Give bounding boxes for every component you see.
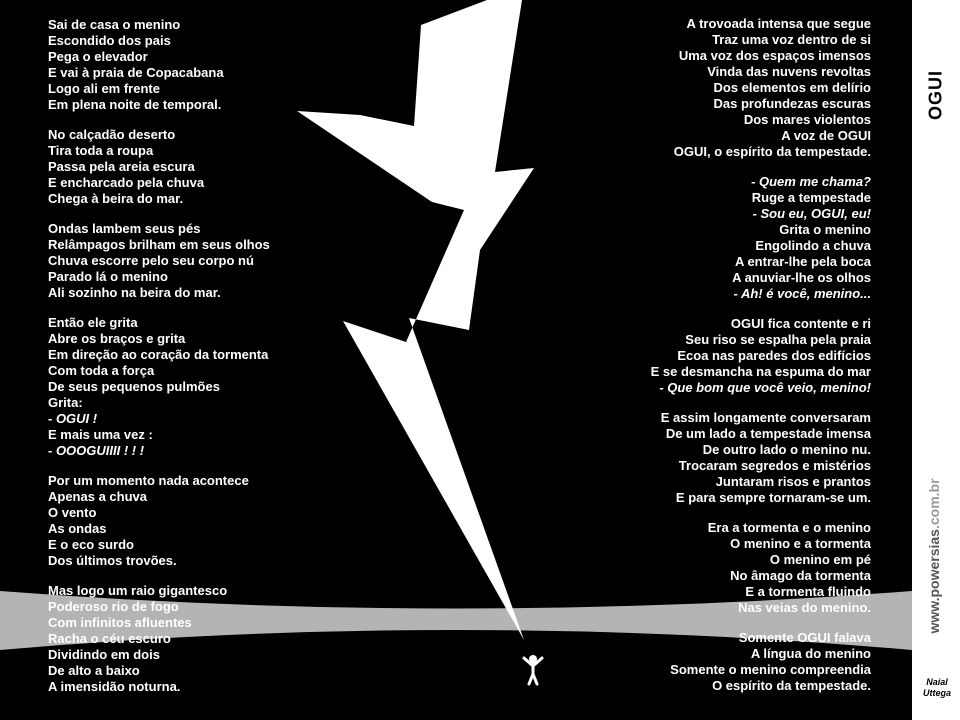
child-figure <box>524 655 542 684</box>
poem-line: Logo ali em frente <box>48 81 160 96</box>
poem-line: Grita o menino <box>779 222 871 237</box>
poem-line: A língua do menino <box>750 646 871 661</box>
poem-title: OGUI <box>925 69 946 121</box>
poem-line: Em plena noite de temporal. <box>48 97 222 112</box>
poem-line: Dos mares violentos <box>743 112 871 127</box>
poem-line: - Sou eu, OGUI, eu! <box>752 206 871 221</box>
poem-line: Juntaram risos e prantos <box>715 474 871 489</box>
poem-line: De alto a baixo <box>48 663 140 678</box>
poem-line: E a tormenta fluindo <box>745 584 871 599</box>
poem-line: O vento <box>48 505 97 520</box>
poem-line: - Que bom que você veio, menino! <box>659 380 871 395</box>
poem-line: Por um momento nada acontece <box>48 473 249 488</box>
poem-line: A voz de OGUI <box>781 128 871 143</box>
poem-line: Uma voz dos espaços imensos <box>678 48 871 63</box>
poem-line: Sai de casa o menino <box>48 17 181 32</box>
poem-line: OGUI, o espírito da tempestade. <box>673 144 871 159</box>
left-stanza <box>48 315 270 459</box>
left-stanza <box>48 221 270 301</box>
poem-line: Com infinitos afluentes <box>48 615 192 630</box>
lightning-bolt <box>297 0 534 640</box>
poem-line: Dos últimos trovões. <box>48 553 177 568</box>
poem-line: Passa pela areia escura <box>48 159 195 174</box>
poem-line: Ruge a tempestade <box>751 190 871 205</box>
poem-left-column <box>48 17 270 709</box>
poem-line: - OGUI ! <box>48 411 98 426</box>
poem-line: Somente OGUI falava <box>738 630 871 645</box>
poem-line: E mais uma vez : <box>48 427 153 442</box>
poem-line: E assim longamente conversaram <box>660 410 871 425</box>
poem-line: A trovoada intensa que segue <box>686 16 871 31</box>
poem-line: Poderoso rio de fogo <box>48 599 179 614</box>
poem-line: Traz uma voz dentro de si <box>712 32 871 47</box>
poem-line: De seus pequenos pulmões <box>48 379 220 394</box>
poem-line: Apenas a chuva <box>48 489 147 504</box>
poem-line: Ali sozinho na beira do mar. <box>48 285 221 300</box>
right-stanza <box>651 520 871 616</box>
poem-line: Em direção ao coração da tormenta <box>48 347 269 362</box>
poem-line: O menino em pé <box>769 552 871 567</box>
poem-line: Ondas lambem seus pés <box>48 221 201 236</box>
poem-line: Escondido dos pais <box>48 33 171 48</box>
poem-line: No calçadão deserto <box>48 127 176 142</box>
author-credit <box>916 677 958 699</box>
poem-right-column <box>651 16 871 708</box>
website-credit[interactable] <box>926 478 942 633</box>
poem-line: E vai à praia de Copacabana <box>48 65 224 80</box>
poem-line: Ecoa nas paredes dos edifícios <box>677 348 871 363</box>
poem-line: Nas veias do menino. <box>738 600 871 615</box>
poem-line: Trocaram segredos e mistérios <box>678 458 871 473</box>
poem-line: Vinda das nuvens revoltas <box>707 64 871 79</box>
author-last-name: Uttega <box>922 688 951 698</box>
website-domain: www.powersias <box>926 529 942 634</box>
poem-line: Racha o céu escuro <box>48 631 171 646</box>
left-stanza <box>48 473 270 569</box>
poem-line: Com toda a força <box>48 363 155 378</box>
right-stanza <box>651 174 871 302</box>
poem-line: Grita: <box>48 395 83 410</box>
poem-line: As ondas <box>48 521 107 536</box>
author-first-name: Naial <box>926 677 948 687</box>
poem-line: A imensidão noturna. <box>48 679 181 694</box>
poem-line: Relâmpagos brilham em seus olhos <box>48 237 270 252</box>
right-stanza <box>651 316 871 396</box>
poem-line: Pega o elevador <box>48 49 148 64</box>
poem-line: E encharcado pela chuva <box>48 175 205 190</box>
poem-line: E o eco surdo <box>48 537 134 552</box>
poem-line: Dos elementos em delírio <box>713 80 871 95</box>
poem-line: A entrar-lhe pela boca <box>734 254 871 269</box>
poem-line: - OOOGUIIII ! ! ! <box>48 443 145 458</box>
poem-line: Seu riso se espalha pela praia <box>685 332 871 347</box>
poem-line: De um lado a tempestade imensa <box>665 426 871 441</box>
poem-line: Abre os braços e grita <box>48 331 186 346</box>
left-stanza <box>48 17 270 113</box>
poem-line: E para sempre tornaram-se um. <box>675 490 871 505</box>
poem-line: No âmago da tormenta <box>730 568 871 583</box>
left-stanza <box>48 583 270 695</box>
poem-line: Somente o menino compreendia <box>670 662 871 677</box>
poem-line: Mas logo um raio gigantesco <box>48 583 228 598</box>
poem-line: Dividindo em dois <box>48 647 160 662</box>
poem-line: Chuva escorre pelo seu corpo nú <box>48 253 254 268</box>
poem-line: Então ele grita <box>48 315 138 330</box>
poem-line: Parado lá o menino <box>48 269 168 284</box>
right-stanza <box>651 410 871 506</box>
right-stanza <box>651 630 871 694</box>
poem-line: Era a tormenta e o menino <box>707 520 871 535</box>
poem-line: O menino e a tormenta <box>730 536 871 551</box>
poem-line: Das profundezas escuras <box>713 96 871 111</box>
website-tld: .com.br <box>926 478 942 530</box>
poem-line: Tira toda a roupa <box>48 143 154 158</box>
left-stanza <box>48 127 270 207</box>
poem-line: O espírito da tempestade. <box>712 678 871 693</box>
poem-line: Chega à beira do mar. <box>48 191 184 206</box>
poem-line: De outro lado o menino nu. <box>702 442 871 457</box>
poem-line: - Quem me chama? <box>751 174 871 189</box>
poem-line: E se desmancha na espuma do mar <box>650 364 871 379</box>
poem-line: Engolindo a chuva <box>755 238 871 253</box>
poem-line: A anuviar-lhe os olhos <box>732 270 871 285</box>
poem-line: OGUI fica contente e ri <box>730 316 871 331</box>
right-stanza <box>651 16 871 160</box>
poem-line: - Ah! é você, menino... <box>733 286 871 301</box>
